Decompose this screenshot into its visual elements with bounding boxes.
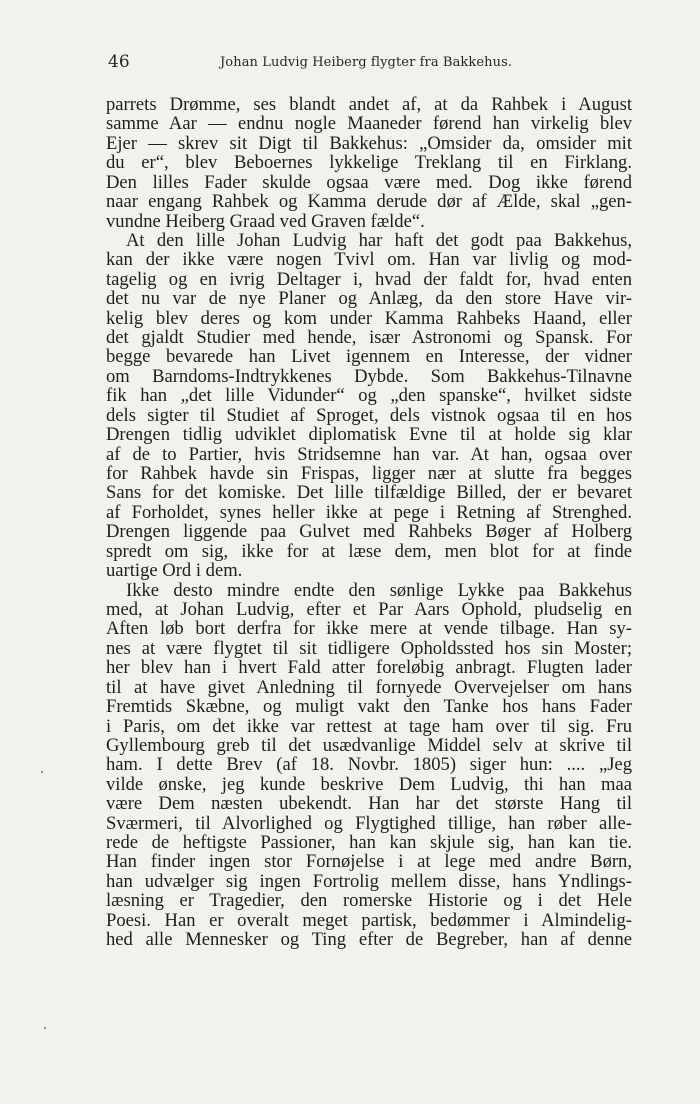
- text-line: Sans for det komiske. Det lille tilfældige Billed, der er bevaret: [106, 482, 632, 504]
- text-line: nes at være flygtet til sit tidligere Opholdssted hos sin Moster;: [106, 637, 632, 659]
- text-line: naar engang Rahbek og Kamma derude dør af Ælde, skal „gen-: [106, 191, 632, 213]
- text-line: af Forholdet, synes heller ikke at pege i Retning af Strenghed.: [106, 501, 632, 523]
- text-line: af de to Partier, hvis Stridsemne han var. At han, ogsaa over: [106, 443, 632, 465]
- text-line: dels sigter til Studiet af Sproget, dels vistnok ogsaa til en hos: [106, 404, 632, 426]
- text-line: om Barndoms-Indtrykkenes Dybde. Som Bakkehus-Tilnavne: [106, 365, 632, 387]
- body-text: [106, 95, 632, 950]
- paper-speck: [41, 771, 43, 773]
- text-line: rede de heftigste Passioner, han kan skjule sig, han kan tie.: [106, 832, 632, 854]
- text-line: samme Aar — endnu nogle Maaneder førend han virkelig blev: [106, 113, 632, 135]
- paper-speck: [44, 1027, 46, 1029]
- text-line: Sværmeri, til Alvorlighed og Flygtighed tillige, han røber alle-: [106, 812, 632, 834]
- text-line: i Paris, om det ikke var rettest at tage ham over til sig. Fru: [106, 715, 632, 737]
- text-line: vundne Heiberg Graad ved Graven fælde“.: [106, 210, 425, 232]
- text-line: til at have givet Anledning til fornyede Overvejelser om hans: [106, 676, 632, 698]
- text-line: ham. I dette Brev (af 18. Novbr. 1805) siger hun: .... „Jeg: [106, 754, 632, 776]
- text-line: med, at Johan Ludvig, efter et Par Aars Ophold, pludselig en: [106, 598, 632, 620]
- text-line: hed alle Mennesker og Ting efter de Begreber, han af denne: [106, 929, 632, 951]
- text-line: kan der ikke være nogen Tvivl om. Han var livlig og mod-: [106, 249, 632, 271]
- text-line: her blev han i hvert Fald atter foreløbig anbragt. Flugten lader: [106, 657, 632, 679]
- text-line: Ikke desto mindre endte den sønlige Lykke paa Bakkehus: [126, 579, 632, 601]
- text-line: fik han „det lille Vidunder“ og „den spanske“, hvilket sidste: [106, 385, 632, 407]
- running-title: Johan Ludvig Heiberg flygter fra Bakkehus.: [220, 55, 513, 70]
- text-line: Gyllembourg greb til det usædvanlige Middel selv at skrive til: [106, 734, 632, 756]
- text-line: du er“, blev Beboernes lykkelige Treklang til en Firklang.: [106, 152, 632, 174]
- text-line: det gjaldt Studier med hende, især Astronomi og Spansk. For: [106, 327, 632, 349]
- text-line: Ejer — skrev sit Digt til Bakkehus: „Omsider da, omsider mit: [106, 132, 632, 154]
- text-line: det nu var de nye Planer og Anlæg, da den store Have vir-: [106, 288, 632, 310]
- text-line: Den lilles Fader skulde ogsaa være med. Dog ikke førend: [106, 171, 632, 193]
- text-line: At den lille Johan Ludvig har haft det godt paa Bakkehus,: [126, 229, 632, 251]
- text-line: Drengen liggende paa Gulvet med Rahbeks Bøger af Holberg: [106, 521, 632, 543]
- text-line: tagelig og en ivrig Deltager i, hvad der faldt for, hvad enten: [106, 268, 632, 290]
- text-line: Fremtids Skæbne, og muligt vakt den Tanke hos hans Fader: [106, 696, 632, 718]
- text-line: spredt om sig, ikke for at læse dem, men blot for at finde: [106, 540, 632, 562]
- text-line: parrets Drømme, ses blandt andet af, at da Rahbek i August: [106, 94, 632, 115]
- page-header: [108, 52, 584, 76]
- text-line: Aften løb bort derfra for ikke mere at vende tilbage. Han sy-: [106, 618, 632, 640]
- text-line: læsning er Tragedier, den romerske Historie og i det Hele: [106, 890, 632, 912]
- text-line: begge bevarede han Livet igennem en Interesse, der vidner: [106, 346, 632, 368]
- page-number: 46: [108, 52, 130, 72]
- text-line: Poesi. Han er overalt meget partisk, bedømmer i Almindelig-: [106, 909, 632, 931]
- text-line: Han finder ingen stor Fornøjelse i at lege med andre Børn,: [106, 851, 632, 873]
- text-line: kelig blev deres og kom under Kamma Rahbeks Haand, eller: [106, 307, 632, 329]
- text-line: for Rahbek havde sin Frispas, ligger nær at slutte fra begges: [106, 463, 632, 485]
- text-line: vilde ønske, jeg kunde beskrive Dem Ludvig, thi han maa: [106, 773, 632, 795]
- text-line: være Dem næsten ubekendt. Han har det største Hang til: [106, 793, 632, 815]
- text-line: uartige Ord i dem.: [106, 560, 243, 582]
- text-line: han udvælger sig ingen Fortrolig mellem disse, hans Yndlings-: [106, 870, 632, 892]
- text-line: Drengen tidlig udviklet diplomatisk Evne til at holde sig klar: [106, 424, 632, 446]
